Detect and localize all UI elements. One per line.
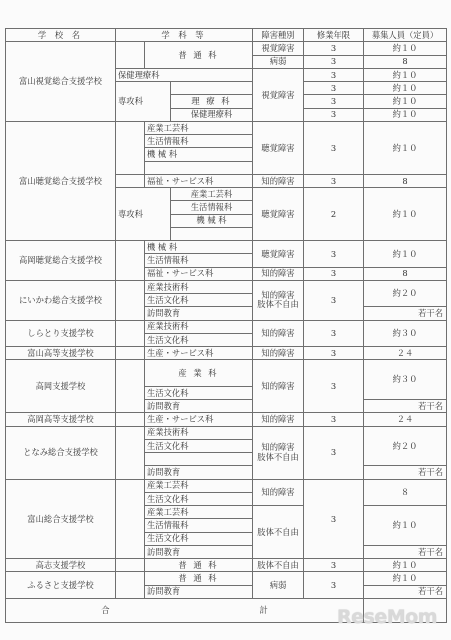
- blank-cell: [116, 320, 145, 347]
- school-name: 高岡聴覚総合支援学校: [6, 241, 116, 281]
- disability-line: 肢体不自由: [257, 451, 299, 462]
- disability-type: 知的障害: [253, 413, 304, 426]
- disability-type: [253, 426, 304, 479]
- capacity-value: 8: [364, 174, 447, 187]
- dept-name: 産業工芸科: [171, 188, 253, 201]
- disability-line: 肢体不自由: [257, 299, 299, 310]
- years-value: 3: [304, 174, 364, 187]
- disability-type: 知的障害: [253, 267, 304, 280]
- table-row: [6, 413, 447, 426]
- disability-type: 聴覚障害: [253, 241, 304, 268]
- capacity-value: 約１０: [364, 121, 447, 174]
- total-label-b: 計: [259, 605, 268, 616]
- capacity-value: 8: [364, 267, 447, 280]
- school-name: 高岡高等支援学校: [6, 413, 116, 426]
- disability-type: 病弱: [253, 55, 304, 68]
- capacity-value: 約１０: [364, 506, 447, 546]
- dept-name: 福祉・サービス科: [145, 267, 253, 280]
- dept-name: 訪問教育: [145, 585, 253, 598]
- disability-type: 視覚障害: [253, 42, 304, 55]
- dept-name: 生活文化科: [145, 492, 253, 505]
- capacity-value: 約１０: [364, 95, 447, 108]
- capacity-value: 若干名: [364, 585, 447, 598]
- years-value: 3: [304, 572, 364, 599]
- blank-cell: [116, 241, 145, 281]
- dept-name: 産業工芸科: [145, 479, 253, 492]
- dept-name: 普 通 科: [145, 42, 253, 69]
- capacity-value: ２４: [364, 347, 447, 360]
- dept-name: 普 通 科: [145, 559, 253, 572]
- resemom-logo: ReseMom: [337, 606, 437, 628]
- table-row: [6, 426, 447, 439]
- total-label-a: 合: [101, 605, 110, 616]
- dept-name: 産業工芸科: [145, 506, 253, 519]
- table-row: [6, 360, 447, 373]
- years-value: 3: [304, 320, 364, 347]
- blank-cell: [171, 227, 253, 240]
- years-value: 3: [304, 82, 364, 95]
- disability-type: 知的障害: [253, 347, 304, 360]
- table-row: [6, 559, 447, 572]
- capacity-value: 若干名: [364, 400, 447, 413]
- disability-type: 知的障害: [253, 174, 304, 187]
- dept-name: 福祉・サービス科: [145, 174, 253, 187]
- dept-name: 機 械 科: [145, 148, 253, 161]
- disability-type: 肢体不自由: [253, 506, 304, 559]
- years-value: 3: [304, 413, 364, 426]
- disability-line: 知的障害: [261, 441, 295, 452]
- capacity-value: 約１０: [364, 68, 447, 81]
- dept-name: 訪問教育: [145, 466, 253, 479]
- dept-name: 生活情報科: [145, 519, 253, 532]
- dept-name: 産業技術科: [145, 320, 253, 333]
- table-row: [6, 241, 447, 254]
- total-label: [6, 598, 364, 622]
- school-name: 富山聴覚総合支援学校: [6, 121, 116, 240]
- years-value: 3: [304, 68, 364, 81]
- years-value: 3: [304, 559, 364, 572]
- years-value: 3: [304, 360, 364, 413]
- table-row: [6, 42, 447, 55]
- dept-name: 訪問教育: [145, 307, 253, 320]
- disability-type: 聴覚障害: [253, 121, 304, 174]
- table-row: [6, 280, 447, 293]
- years-value: 3: [304, 121, 364, 174]
- years-value: 2: [304, 188, 364, 241]
- blank-cell: [116, 347, 145, 360]
- school-name: 高岡支援学校: [6, 360, 116, 413]
- capacity-value: 約３０: [364, 360, 447, 400]
- dept-name: 理 療 科: [171, 95, 253, 108]
- disability-type: 病弱: [253, 572, 304, 599]
- dept-name: 産 業 科: [145, 360, 253, 387]
- capacity-value: ８: [364, 479, 447, 506]
- blank-cell: [116, 121, 145, 174]
- years-value: 3: [304, 347, 364, 360]
- blank-cell: [145, 453, 253, 466]
- header-row: [6, 29, 447, 42]
- dept-name: 機 械 科: [171, 214, 253, 227]
- capacity-value: 若干名: [364, 466, 447, 479]
- recruitment-table: [5, 28, 447, 623]
- capacity-value: 約１０: [364, 108, 447, 121]
- dept-name: 保健理療科: [171, 108, 253, 121]
- header-years: 修業年限: [304, 29, 364, 42]
- table-row: [6, 121, 447, 134]
- school-name: 富山総合支援学校: [6, 479, 116, 559]
- dept-name: 産業技術科: [145, 280, 253, 293]
- years-value: 3: [304, 42, 364, 55]
- dept-name: 生活情報科: [171, 201, 253, 214]
- disability-type: 知的障害: [253, 479, 304, 506]
- blank-cell: [171, 82, 253, 95]
- table-row: [6, 320, 447, 333]
- school-name: となみ総合支援学校: [6, 426, 116, 479]
- dept-name: 訪問教育: [145, 400, 253, 413]
- years-value: 3: [304, 426, 364, 479]
- header-school: 学 校 名: [6, 29, 116, 42]
- dept-name: 生産・サービス科: [145, 413, 253, 426]
- capacity-value: 若干名: [364, 307, 447, 320]
- dept-name: 生活情報科: [145, 135, 253, 148]
- disability-line: 知的障害: [261, 289, 295, 300]
- years-value: 3: [304, 479, 364, 559]
- capacity-value: 約２０: [364, 426, 447, 466]
- capacity-value: 約１０: [364, 241, 447, 268]
- years-value: 3: [304, 108, 364, 121]
- blank-cell: [116, 42, 145, 69]
- dept-name: 機 械 科: [145, 241, 253, 254]
- dept-name: 生活文化科: [145, 439, 253, 452]
- blank-cell: [116, 479, 145, 559]
- capacity-value: 約１０: [364, 559, 447, 572]
- disability-type: 聴覚障害: [253, 188, 304, 241]
- table-row: [6, 479, 447, 492]
- blank-cell: [116, 280, 145, 320]
- school-name: 富山視覚総合支援学校: [6, 42, 116, 122]
- table-row: [6, 572, 447, 585]
- disability-type: 視覚障害: [253, 68, 304, 121]
- years-value: 3: [304, 55, 364, 68]
- capacity-value: 8: [364, 55, 447, 68]
- capacity-value: 約１０: [364, 572, 447, 585]
- capacity-value: 若干名: [364, 545, 447, 558]
- capacity-value: 約１０: [364, 42, 447, 55]
- school-name: ふるさと支援学校: [6, 572, 116, 599]
- blank-cell: [116, 174, 145, 187]
- years-value: 3: [304, 280, 364, 320]
- dept-name: 生活文化科: [145, 333, 253, 346]
- disability-type: [253, 280, 304, 320]
- years-value: 3: [304, 267, 364, 280]
- dept-name: 普 通 科: [145, 572, 253, 585]
- capacity-value: 約１０: [364, 188, 447, 241]
- dept-name: 生産・サービス科: [145, 347, 253, 360]
- dept-name: 生活文化科: [145, 386, 253, 399]
- dept-name: 生活文化科: [145, 532, 253, 545]
- school-name: にいかわ総合支援学校: [6, 280, 116, 320]
- disability-type: 肢体不自由: [253, 559, 304, 572]
- blank-cell: [116, 360, 145, 413]
- capacity-value: 約１０: [364, 82, 447, 95]
- header-capacity: 募集人員（定員）: [364, 29, 447, 42]
- capacity-value: ２４: [364, 413, 447, 426]
- school-name: 富山高等支援学校: [6, 347, 116, 360]
- years-value: 3: [304, 241, 364, 268]
- header-dept: 学 科 等: [116, 29, 253, 42]
- blank-cell: [116, 426, 145, 479]
- capacity-value: 約２０: [364, 280, 447, 307]
- dept-name: 保健理療科: [116, 68, 253, 81]
- years-value: 3: [304, 95, 364, 108]
- header-disability: 障害種別: [253, 29, 304, 42]
- dept-name: 産業技術科: [145, 426, 253, 439]
- school-name: しらとり支援学校: [6, 320, 116, 347]
- disability-type: 知的障害: [253, 360, 304, 413]
- dept-name: 産業工芸科: [145, 121, 253, 134]
- capacity-value: 約３０: [364, 320, 447, 347]
- table-row: [6, 347, 447, 360]
- dept-name: 生活情報科: [145, 254, 253, 267]
- blank-cell: [116, 572, 145, 599]
- dept-name: 専攻科: [116, 82, 171, 122]
- blank-cell: [116, 413, 145, 426]
- disability-type: 知的障害: [253, 320, 304, 347]
- dept-name: 専攻科: [116, 188, 171, 241]
- dept-name: 生活文化科: [145, 294, 253, 307]
- dept-name: 訪問教育: [145, 545, 253, 558]
- blank-cell: [116, 559, 145, 572]
- school-name: 高志支援学校: [6, 559, 116, 572]
